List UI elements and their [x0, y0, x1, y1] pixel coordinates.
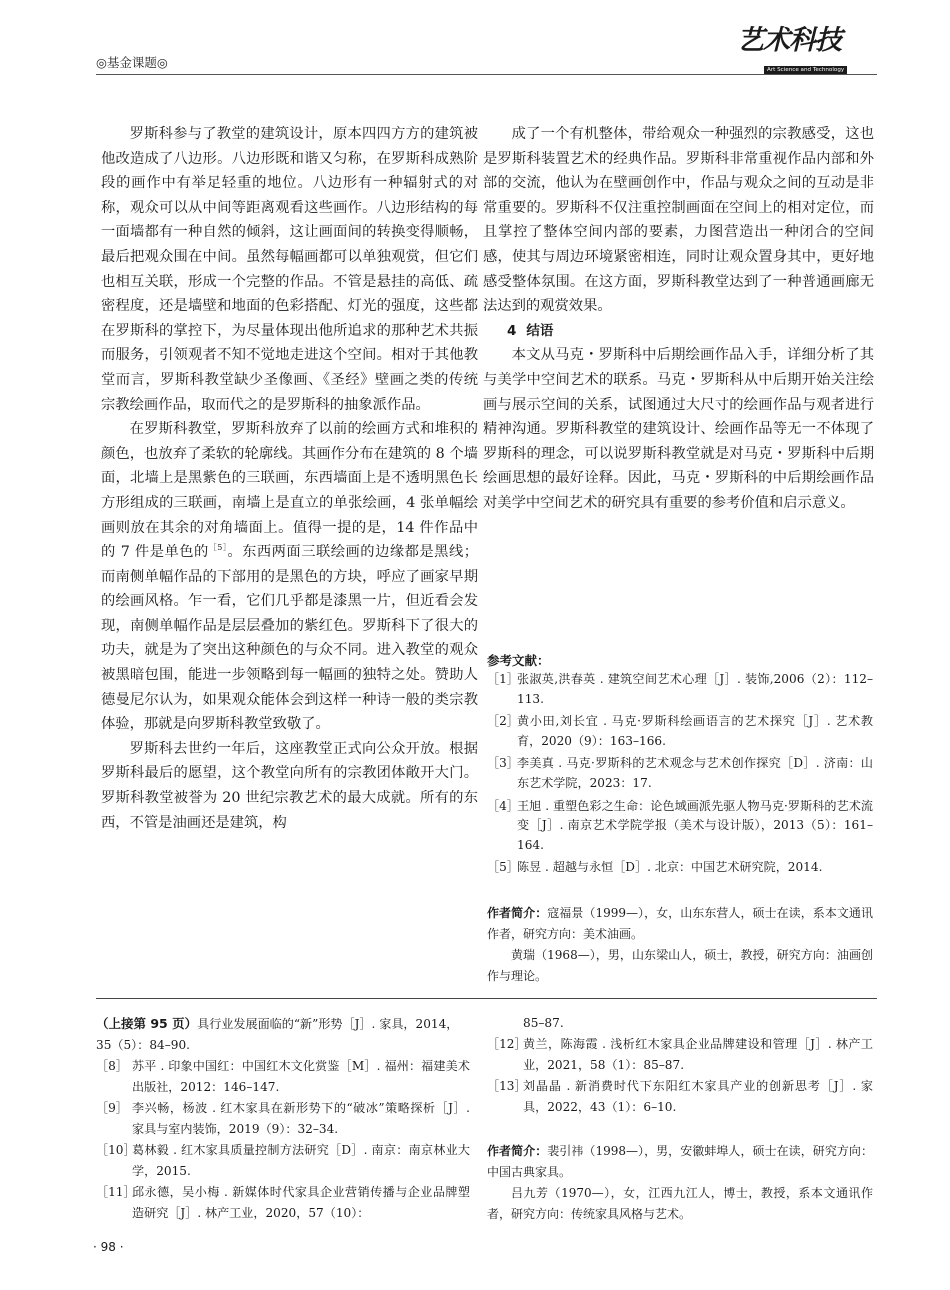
- continued-first: [96, 1013, 470, 1056]
- left-paragraph-2b: 。东西两面三联绘画的边缘都是黑线；而南侧单幅作品的下部用的是黑色的方块，呼应了画家早期的绘画风格。乍一看，它们几乎都是漆黑一片，但近看会发现，南侧单幅作品是层层叠加的紫红色。罗斯科下了很大的功夫，就是为了突出这种颜色的与众不同。进入教堂的观众被黑暗包围，能进一步领略到每一幅画的独特之处。赞助人德曼尼尔认为，如果观众能体会到这样一种诗一般的类宗教体验，那就是向罗斯科教堂致敬了。: [101, 544, 479, 733]
- author-bio-second: [487, 1141, 873, 1225]
- references-list: [487, 670, 873, 881]
- left-paragraph-3: 罗斯科去世约一年后，这座教堂正式向公众开放。根据罗斯科最后的愿望，这个教堂向所有的宗教团体敞开大门。罗斯科教堂被誉为 20 世纪宗教艺术的最大成就。所有的东西，不管是油画还是建筑，构: [101, 740, 478, 831]
- page-number: · 98 ·: [93, 1240, 124, 1254]
- left-paragraph-2: [101, 417, 478, 737]
- continued-right-first: 85–87.: [523, 1016, 564, 1030]
- header-rule: [96, 74, 877, 75]
- reference-item: ［4］ 王旭 . 重塑色彩之生命：论色域画派先驱人物马克·罗斯科的艺术流变［J］. 南京艺术学院学报（美术与设计版），2013（5）：161–164.: [487, 798, 873, 852]
- section-label: ◎基金课题◎: [96, 55, 168, 70]
- citation-5: ［5］: [208, 543, 228, 553]
- section-title: 结语: [526, 322, 554, 339]
- left-paragraph-2a: 在罗斯科教堂，罗斯科放弃了以前的绘画方式和堆积的颜色，也放弃了柔软的轮廓线。其画作分布在建筑的 8 个墙面，北墙上是黑紫色的三联画，东西墙面上是不透明黑色长方形组成的三联画，南墙上是直立的单张绘画，4 张单幅绘画则放在其余的对角墙面上。值得一提的是，14 件作品中的 7 件是单色的: [101, 421, 478, 561]
- reference-item: ［9］ 李兴畅，杨波 . 红木家具在新形势下的“破冰”策略探析［J］. 家具与室内装饰，2019（9）：32–34.: [96, 1101, 470, 1136]
- author-bio-2: 黄瑞（1968—），男，山东梁山人，硕士，教授，研究方向：油画创作与理论。: [487, 948, 873, 983]
- continued-label: （上接第 95 页）: [96, 1016, 198, 1031]
- author-bio2-1: 裴引祎（1998—），男，安徽蚌埠人，硕士在读，研究方向：中国古典家具。: [487, 1144, 873, 1179]
- author-bio2-label: 作者简介：: [487, 1144, 548, 1158]
- reference-item: ［13］ 刘晶晶 . 新消费时代下东阳红木家具产业的创新思考［J］. 家具，2022，43（1）：6–10.: [487, 1079, 873, 1114]
- author-bio-label: 作者简介：: [487, 906, 548, 920]
- continued-first-text: 具行业发展面临的“新”形势［J］. 家具，2014，35（5）：84–90.: [96, 1017, 459, 1052]
- reference-item: ［12］ 黄兰，陈海霞 . 浅析红木家具企业品牌建设和管理［J］. 林产工业，2021，58（1）：85–87.: [487, 1037, 873, 1072]
- left-paragraph-1: 罗斯科参与了教堂的建筑设计，原本四四方方的建筑被他改造成了八边形。八边形既和谐又匀称，在罗斯科成熟阶段的画作中有举足轻重的地位。八边形有一种辐射式的对称，观众可以从中间等距离观看这些画作。八边形结构的每一面墙都有一种自然的倾斜，这让画面间的转换变得顺畅，最后把观众围在中间。虽然每幅画都可以单独观赏，但它们也相互关联，形成一个完整的作品。不管是悬挂的高低、疏密程度，还是墙壁和地面的色彩搭配、灯光的强度，这些都在罗斯科的掌控下，为尽量体现出他所追求的那种艺术共振而服务，引领观者不知不觉地走进这个空间。相对于其他教堂而言，罗斯科教堂缺少圣像画、《圣经》壁画之类的传统宗教绘画作品，取而代之的是罗斯科的抽象派作品。: [101, 126, 478, 413]
- logo-en: Art Science and Technology: [764, 66, 847, 74]
- reference-item: ［5］ 陈昱 . 超越与永恒［D］. 北京：中国艺术研究院，2014.: [487, 860, 823, 875]
- section-divider: [96, 998, 877, 999]
- right-column: [483, 122, 874, 516]
- section-number: 4: [507, 322, 517, 339]
- left-column: [101, 122, 478, 835]
- right-paragraph-1: 成了一个有机整体，带给观众一种强烈的宗教感受，这也是罗斯科装置艺术的经典作品。罗斯科非常重视作品内部和外部的交流，他认为在壁画创作中，作品与观众之间的互动是非常重要的。罗斯科不仅注重控制画面在空间上的相对定位，而且掌控了整体空间内部的要素，力图营造出一种闭合的空间感，使其与周边环境紧密相连，同时让观众置身其中，更好地感受整体氛围。在这方面，罗斯科教堂达到了一种普通画廊无法达到的观赏效果。: [483, 126, 874, 315]
- author-bio-1: 寇福景（1999—），女，山东东营人，硕士在读，系本文通讯作者，研究方向：美术油画。: [487, 906, 873, 941]
- logo-cn: 艺术科技: [737, 25, 841, 56]
- continued-references-left: [96, 1013, 470, 1224]
- reference-item: ［2］ 黄小田,刘长宜 . 马克·罗斯科绘画语言的艺术探究［J］. 艺术教育，2020（9）：163–166.: [487, 714, 873, 748]
- journal-logo: [737, 26, 845, 72]
- reference-item: ［1］ 张淑英,洪春英 . 建筑空间艺术心理［J］. 装饰,2006（2）：112–113.: [487, 672, 873, 706]
- right-paragraph-2: 本文从马克・罗斯科中后期绘画作品入手，详细分析了其与美学中空间艺术的联系。马克・罗斯科从中后期开始关注绘画与展示空间的关系，试图通过大尺寸的绘画作品与观者进行精神沟通。罗斯科教堂的建筑设计、绘画作品等无一不体现了罗斯科的理念，可以说罗斯科教堂就是对马克・罗斯科中后期绘画思想的最好诠释。因此，马克・罗斯科的中后期绘画作品对美学中空间艺术的研究具有重要的参考价值和启示意义。: [483, 347, 874, 511]
- reference-item: ［10］ 葛林毅 . 红木家具质量控制方法研究［D］. 南京：南京林业大学，2015.: [96, 1143, 470, 1178]
- section-heading: [483, 319, 874, 344]
- continued-references-right: [487, 1013, 873, 1118]
- references-title: 参考文献：: [487, 653, 550, 668]
- author-bio: [487, 903, 873, 987]
- reference-item: ［3］ 李美真 . 马克·罗斯科的艺术观念与艺术创作探究［D］. 济南：山东艺术学院，2023：17.: [487, 756, 873, 790]
- reference-item: ［11］ 邱永德，吴小梅 . 新媒体时代家具企业营销传播与企业品牌塑造研究［J］. 林产工业，2020，57（10）：: [96, 1185, 470, 1220]
- reference-item: ［8］ 苏平 . 印象中国红：中国红木文化赏鉴［M］. 福州：福建美术出版社，2012：146–147.: [96, 1059, 470, 1094]
- author-bio2-2: 吕九芳（1970—），女，江西九江人，博士，教授，系本文通讯作者，研究方向：传统家具风格与艺术。: [487, 1186, 873, 1221]
